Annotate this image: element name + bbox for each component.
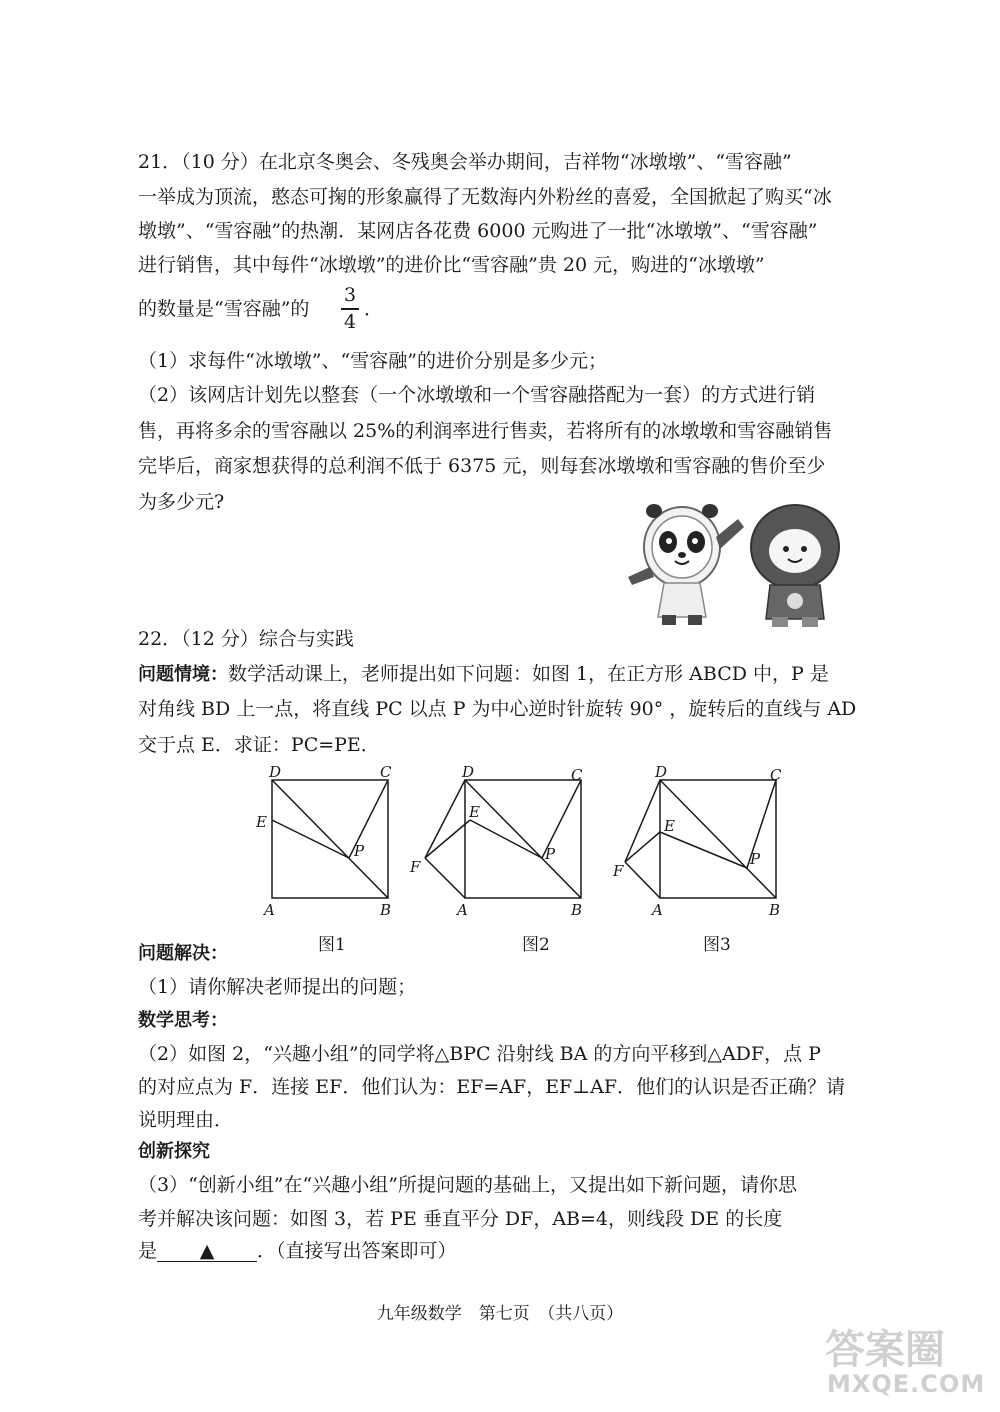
q21-line-4: 进行销售，其中每件“冰墩墩”的进价比“雪容融”贵 20 元，购进的“冰墩墩” — [138, 254, 765, 276]
q22-part-3-line-2: 考并解决该问题：如图 3，若 PE 垂直平分 DF，AB=4，则线段 DE 的长度 — [138, 1208, 783, 1230]
watermark-text: 答案圈 — [825, 1327, 945, 1373]
label-a: A — [652, 901, 663, 919]
segment-pe — [470, 820, 542, 858]
q22-part-3-line-3 — [138, 1239, 457, 1263]
q21-line-5-post: ． — [364, 298, 384, 320]
label-f: F — [410, 858, 421, 876]
q21-line-5 — [138, 297, 309, 321]
watermark-logo — [815, 1318, 985, 1403]
fraction-numerator: 3 — [343, 284, 357, 306]
label-p: P — [545, 845, 556, 863]
q21-part-2-line-4: 为多少元? — [138, 491, 225, 513]
q22-part-1: （1）请你解决老师提出的问题； — [138, 976, 417, 998]
figure-3-caption: 图3 — [703, 935, 731, 955]
label-e: E — [664, 817, 675, 835]
segment-fa — [425, 858, 465, 898]
diagonal-bd — [465, 780, 581, 898]
figure-3 — [605, 760, 795, 920]
label-c: C — [571, 766, 583, 784]
segment-pe — [272, 820, 349, 858]
q21-part-1: （1）求每件“冰墩墩”、“雪容融”的进价分别是多少元； — [138, 350, 607, 372]
fraction-bar — [341, 308, 359, 310]
q21-line-3: 墩墩”、“雪容融”的热潮．某网店各花费 6000 元购进了一批“冰墩墩”、“雪容融” — [138, 220, 818, 242]
figure-2 — [405, 760, 595, 920]
solve-label: 问题解决： — [138, 943, 228, 964]
page-footer: 九年级数学 第七页 （共八页） — [376, 1304, 624, 1324]
label-f: F — [613, 862, 624, 880]
label-d: D — [655, 763, 668, 781]
think-label: 数学思考： — [138, 1010, 228, 1031]
mascot-illustration — [620, 497, 860, 632]
label-e: E — [256, 813, 267, 831]
q21-part-2-line-3: 完毕后，商家想获得的总利润不低于 6375 元，则每套冰墩墩和雪容融的售价至少 — [138, 455, 826, 477]
q21-line-2: 一举成为顶流，憨态可掬的形象赢得了无数海内外粉丝的喜爱，全国掀起了购买“冰 — [138, 186, 832, 208]
label-p: P — [354, 842, 365, 860]
label-p: P — [750, 850, 761, 868]
q21-part-2-line-1: （2）该网店计划先以整套（一个冰墩墩和一个雪容融搭配为一套）的方式进行销 — [138, 384, 816, 406]
q22-part-2-line-1: （2）如图 2，“兴趣小组”的同学将△BPC 沿射线 BA 的方向平移到△ADF，点 P — [138, 1043, 821, 1065]
bing-dwen-dwen-mascot — [628, 504, 744, 625]
q21-line-1: 21．（10 分）在北京冬奥会、冬残奥会举办期间，吉祥物“冰墩墩”、“雪容融” — [138, 151, 792, 173]
situation-text-1: 数学活动课上，老师提出如下问题：如图 1，在正方形 ABCD 中，P 是 — [228, 663, 829, 685]
diagonal-bd — [272, 780, 388, 898]
label-b: B — [380, 901, 392, 919]
innov-label: 创新探究 — [138, 1141, 210, 1162]
segment-fd — [625, 780, 660, 862]
q22-part-2-line-2: 的对应点为 F．连接 EF．他们认为：EF=AF，EF⊥AF．他们的认识是否正确？请 — [138, 1076, 846, 1098]
label-e: E — [469, 803, 480, 821]
q21-part-2-line-2: 售，再将多余的雪容融以 25%的利润率进行售卖，若将所有的冰墩墩和雪容融销售 — [138, 420, 833, 442]
q22-part-2-line-3: 说明理由． — [138, 1109, 234, 1131]
label-a: A — [264, 901, 275, 919]
segment-fe — [425, 820, 470, 858]
figure-1 — [250, 760, 400, 920]
segment-fd — [425, 780, 465, 858]
q22-part-3-line-1: （3）“创新小组”在“兴趣小组”所提问题的基础上，又提出如下新问题，请你思 — [138, 1174, 797, 1196]
segment-fa — [625, 862, 660, 898]
segment-pe — [660, 832, 747, 868]
label-d: D — [462, 763, 475, 781]
q22-title: 22．（12 分）综合与实践 — [138, 628, 354, 650]
q22-situation-line-3: 交于点 E．求证：PC=PE． — [138, 734, 380, 756]
watermark-url: MXQE.COM — [827, 1370, 986, 1398]
q22-situation-line-1 — [138, 662, 829, 687]
answer-blank[interactable]: ▲ — [157, 1241, 257, 1262]
label-c: C — [770, 766, 782, 784]
figure-2-caption: 图2 — [522, 935, 550, 955]
answer-suffix: ．（直接写出答案即可） — [257, 1240, 457, 1262]
label-b: B — [571, 901, 583, 919]
label-d: D — [269, 763, 282, 781]
situation-label: 问题情境： — [138, 664, 228, 685]
segment-fe — [625, 832, 660, 862]
figure-1-caption: 图1 — [318, 935, 346, 955]
label-c: C — [380, 763, 392, 781]
answer-prefix: 是 — [138, 1240, 158, 1262]
label-a: A — [457, 901, 468, 919]
q22-situation-line-2: 对角线 BD 上一点，将直线 PC 以点 P 为中心逆时针旋转 90° ，旋转后的直线与 AD — [138, 698, 857, 720]
fraction-denominator: 4 — [343, 311, 357, 333]
q21-line-5-pre: 的数量是“雪容融”的 — [138, 298, 310, 320]
label-b: B — [769, 901, 781, 919]
shuey-rhon-rhon-mascot — [751, 505, 839, 627]
